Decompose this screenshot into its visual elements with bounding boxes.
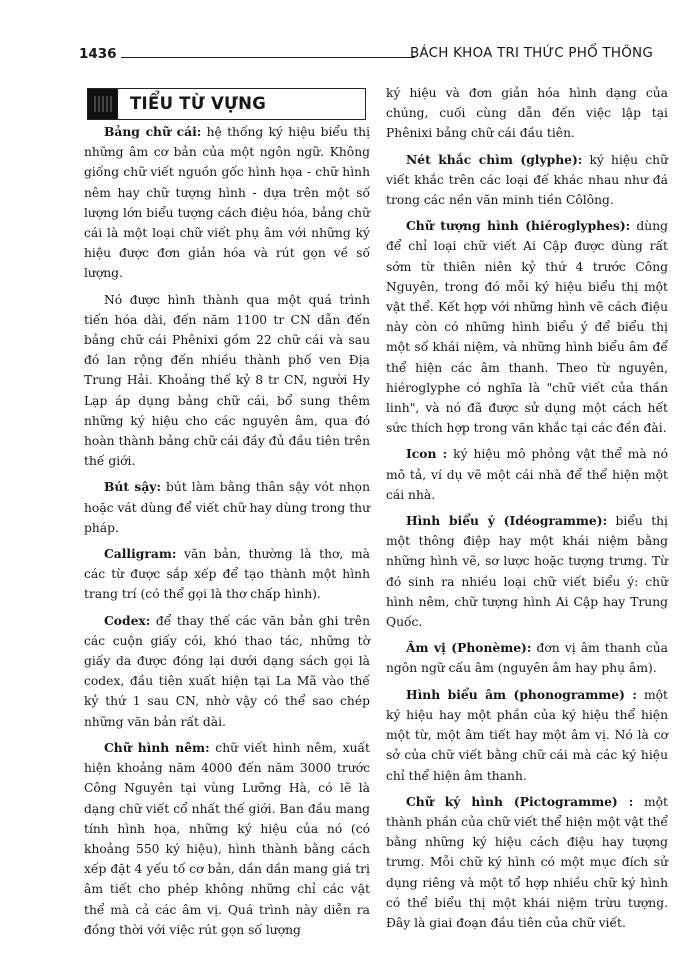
entry-term: Bảng chữ cái: (104, 124, 202, 139)
book-title: BÁCH KHOA TRI THỨC PHỔ THÔNG (409, 45, 653, 61)
entry-term: Bút sậy: (104, 479, 161, 495)
section-title: TIỂU TỪ VỰNG (130, 94, 267, 113)
entry-text: ký hiệu mô phỏng vật thể mà nó mô tả, ví dụ vẽ một cái nhà để thể hiện một cái nhà. (386, 447, 669, 502)
glossary-entry (84, 290, 370, 472)
entry-term: Icon : (406, 446, 448, 462)
entry-term: Hình biểu ý (Idéogramme): (406, 513, 608, 529)
glossary-entry (84, 544, 370, 605)
entry-text: một ký hiệu hay một phần của ký hiệu thể hiện một từ, một âm tiết hay một âm vị. Nó là cơ sở của chữ viết bằng chữ cái mà các ký hiệu chỉ thể hiện âm thanh. (386, 687, 668, 783)
entry-term: Hình biểu âm (phonogramme) : (406, 686, 637, 702)
glossary-entry (386, 685, 668, 786)
entry-term: Calligram: (104, 546, 177, 562)
glossary-entry (386, 216, 668, 438)
entry-term: Codex: (104, 612, 151, 628)
glossary-entry (386, 792, 668, 933)
entry-term: Chữ hình nêm: (104, 739, 210, 755)
entry-text: đơn vị âm thanh của ngôn ngữ cấu âm (nguyên âm hay phụ âm). (386, 641, 668, 676)
section-marker-icon (88, 89, 118, 119)
entry-term: Chữ ký hình (Pictogramme) : (406, 793, 634, 809)
right-column (386, 83, 668, 939)
left-column (84, 122, 370, 946)
page-number: 1436 (79, 46, 117, 62)
entry-term: Chữ tượng hình (hiéroglyphes): (406, 218, 631, 234)
entry-term: Âm vị (Phonème): (406, 640, 532, 656)
entry-text: ký hiệu và đơn giản hóa hình dạng của chúng, cuối cùng dẫn đến việc lập tại Phênixi bảng chữ cái đầu tiên. (386, 86, 668, 141)
entry-text: chữ viết hình nêm, xuất hiện khoảng năm 4000 đến năm 3000 trước Công Nguyên tại vùng Lưỡng Hà, có lẽ là dạng chữ viết cổ nhất thế giới. Ban đầu mang tính hình họa, những ký hiệu của nó (có khoảng 550 ký hiệu), hình thành bằng cách xếp đặt 4 yếu tố cơ bản, dần dần mang giá trị âm tiết cho phép không những chỉ các vật thể mà cả các âm vị. Quá trình này diễn ra đồng thời với việc rút gọn số lượng (84, 740, 370, 937)
glossary-entry (84, 122, 370, 284)
entry-term: Nét khắc chìm (glyphe): (406, 151, 583, 167)
entry-text: biểu thị một thông điệp hay một khái niệm bằng những hình vẽ, sơ lược hoặc tượng trưng. Từ đó sinh ra nhiều loại chữ viết biểu ý: chữ hình nêm, chữ tượng hình Ai Cập hay Trung Quốc. (386, 514, 668, 630)
entry-text: bút làm bằng thân sậy vót nhọn hoặc vát dùng để viết chữ hay dùng trong thư pháp. (84, 480, 371, 535)
entry-text: văn bản, thường là thơ, mà các từ được sắp xếp để tạo thành một hình trang trí (có thể gọi là thơ chấp hình). (84, 547, 370, 602)
entry-text: ký hiệu chữ viết khắc trên các loại đế khác nhau như đá trong các nền văn minh tiền Côlông. (386, 152, 668, 208)
glossary-entry (386, 444, 668, 505)
section-heading (87, 88, 366, 120)
entry-text: Nó được hình thành qua một quá trình tiến hóa dài, đến năm 1100 tr CN dẫn đến bảng chữ cái Phênixi gồm 22 chữ cái và sau đó lan rộng đến nhiều thành phố ven Địa Trung Hải. Khoảng thế kỷ 8 tr CN, người Hy Lạp áp dụng bảng chữ cái, bổ sung thêm những ký hiệu cho các nguyên âm, qua đó hoàn thành bảng chữ cái đầy đủ đầu tiên trên thế giới. (84, 292, 370, 469)
entry-text: để thay thế các văn bản ghi trên các cuộn giấy cói, khó thao tác, những tờ giấy da được đóng lại dưới dạng sách gọi là codex, đầu tiên xuất hiện tại La Mã vào thế kỷ thứ 1 sau CN, nhờ vậy có thể sao chép những văn bản rất dài. (84, 613, 370, 729)
page-header (79, 42, 653, 66)
glossary-entry (386, 150, 668, 211)
entry-text: hệ thống ký hiệu biểu thị những âm cơ bản của một ngôn ngữ. Không giống chữ viết nguồn gốc hình họa - chữ hình nêm hay chữ tượng hình - dựa trên một số lượng lớn biểu tượng cách điệu hóa, bảng chữ cái là một loại chữ viết phụ âm với những ký hiệu được đơn giản hóa và rút gọn về số lượng. (84, 125, 371, 281)
glossary-entry (386, 511, 668, 632)
entry-text: một thành phần của chữ viết thể hiện một vật thể bằng những ký hiệu cách điệu hay tượng trưng. Mỗi chữ ký hình có một mục đích sử dụng riêng và một tổ hợp nhiều chữ ký hình có thể biểu thị một khái niệm trừu tượng. Đây là giai đoạn đầu tiên của chữ viết. (386, 794, 668, 930)
glossary-entry (84, 611, 370, 732)
header-rule (121, 57, 415, 58)
glossary-entry-continuation (386, 83, 668, 144)
glossary-entry (386, 638, 668, 678)
glossary-entry (84, 738, 370, 940)
entry-text: dùng để chỉ loại chữ viết Ai Cập được dùng rất sớm từ thiên niên kỷ thứ 4 trước Công Nguyên, trong đó mỗi ký hiệu biểu thị một vật thể. Kết hợp với những hình vẽ cách điệu này còn có những hình biểu ý để biểu thị một số khái niệm, và những hình biểu âm để thể hiện các âm thanh. Theo từ nguyên, hiéroglyphe có nghĩa là "chữ viết của thần linh", và nó đã được sử dụng một cách hết sức thích hợp trong văn khắc tại các đền đài. (386, 219, 668, 436)
glossary-entry (84, 477, 370, 538)
